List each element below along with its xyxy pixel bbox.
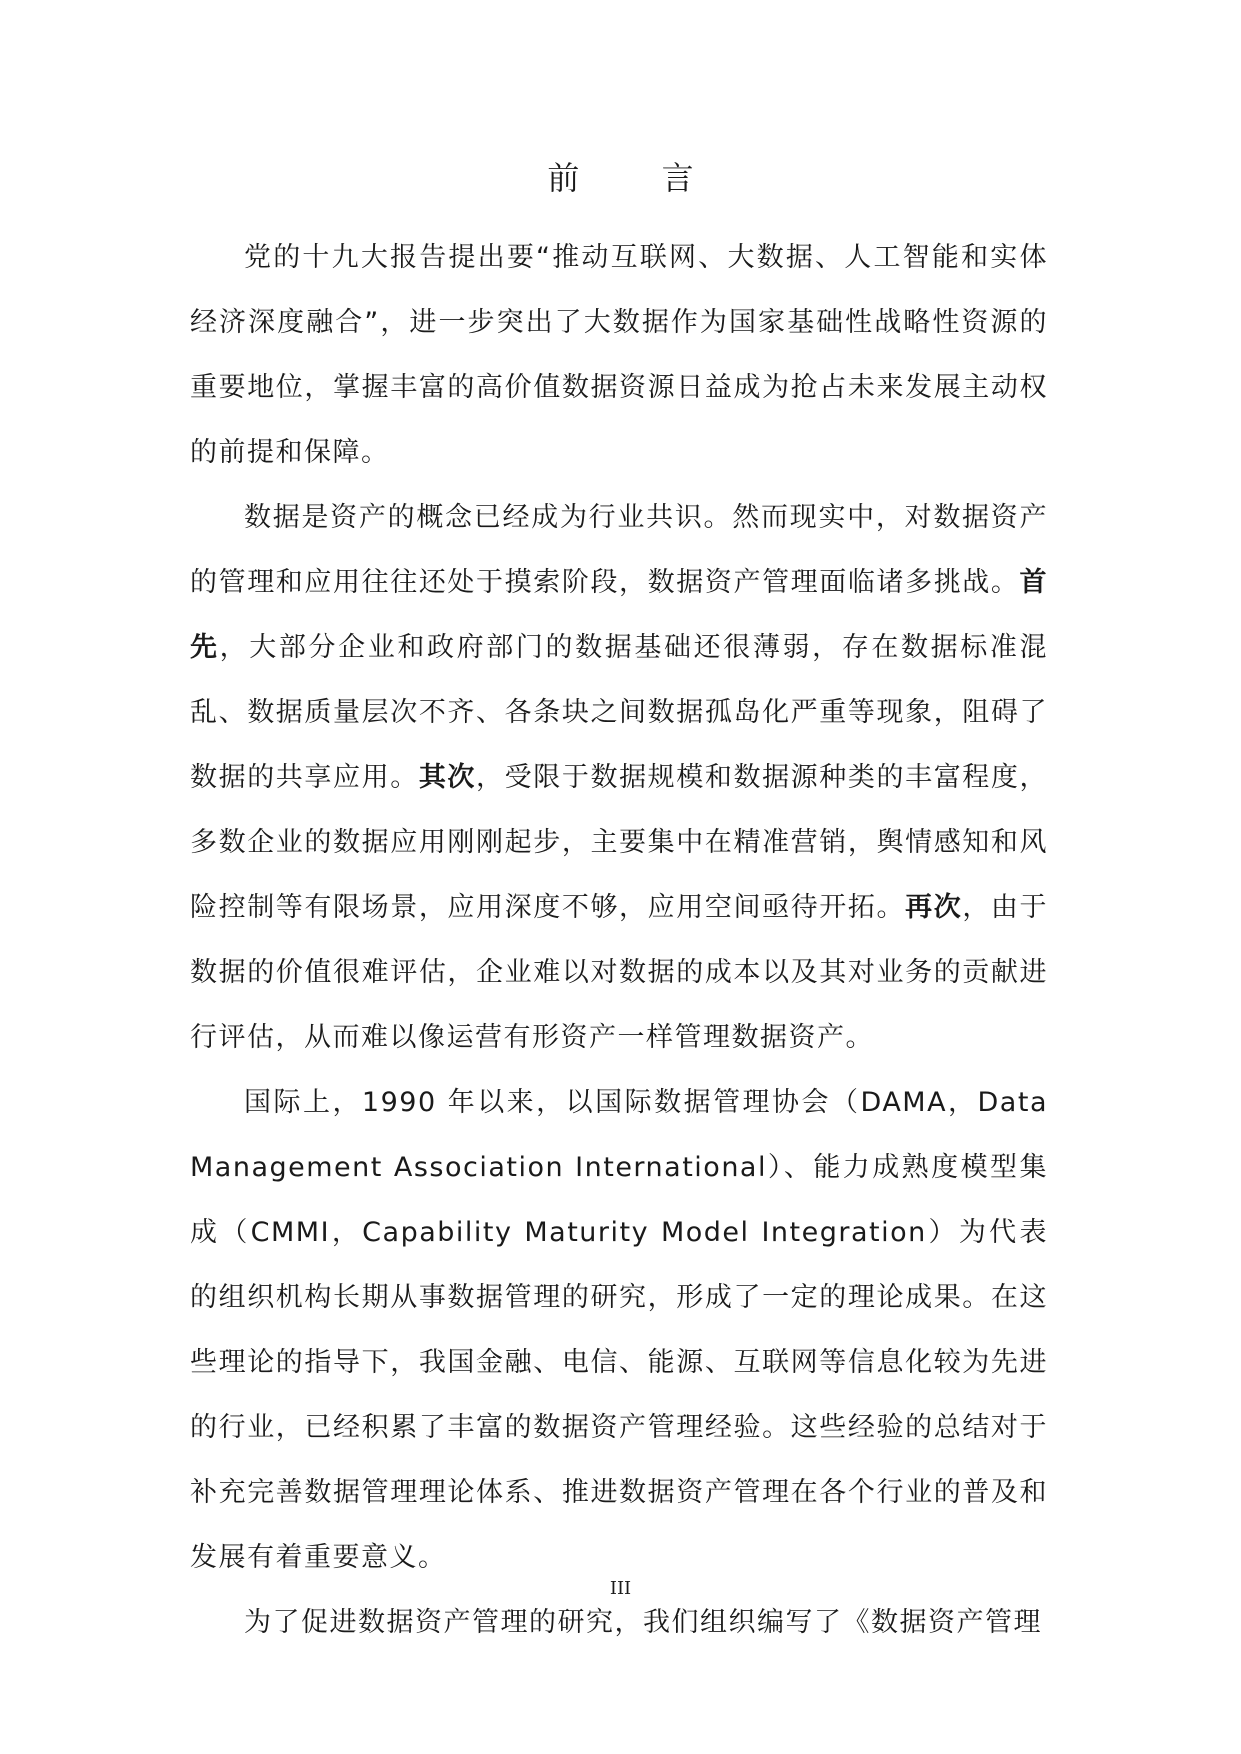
emphasis-third: 再次: [905, 892, 963, 923]
paragraph-1: [190, 225, 1048, 485]
paragraph-text: ，大部分企业和政府部门的数据基础还很薄弱，存在数据标准混乱、数据质量层次不齐、各条块之间数据孤岛化严重等现象，阻碍了数据的共享应用。: [190, 632, 1048, 793]
paragraph-text: 数据是资产的概念已经成为行业共识。然而现实中，对数据资产的管理和应用往往还处于摸索阶段，数据资产管理面临诸多挑战。: [190, 502, 1048, 598]
paragraph-3: [190, 1070, 1048, 1590]
emphasis-second: 其次: [418, 762, 477, 793]
body-text: [190, 225, 1048, 1655]
paragraph-text: ，由于数据的价值很难评估，企业难以对数据的成本以及其对业务的贡献进行评估，从而难以像运营有形资产一样管理数据资产。: [190, 892, 1049, 1053]
page-title: 前 言: [547, 159, 730, 197]
paragraph-text: ，受限于数据规模和数据源种类的丰富程度，多数企业的数据应用刚刚起步，主要集中在精准营销，舆情感知和风险控制等有限场景，应用深度不够，应用空间亟待开拓。: [190, 762, 1049, 923]
emphasis-first: 首先: [190, 567, 1048, 663]
paragraph-2: [190, 485, 1048, 1070]
paragraph-text: 国际上，1990 年以来，以国际数据管理协会（DAMA，Data Management Association International）、能力成熟度模型集成（CMMI，Capability Maturity Model Integration）为代表的组织机构长期从事数据管理的研究，形成了一定的理论成果。在这些理论的指导下，我国金融、电信、能源、互联网等信息化较为先进的行业，已经积累了丰富的数据资产管理经验。这些经验的总结对于补充完善数据管理理论体系、推进数据资产管理在各个行业的普及和发展有着重要意义。: [190, 1087, 1048, 1573]
paragraph-text: 为了促进数据资产管理的研究，我们组织编写了《数据资产管理: [244, 1607, 1042, 1638]
paragraph-text: 党的十九大报告提出要“推动互联网、大数据、人工智能和实体经济深度融合”，进一步突出了大数据作为国家基础性战略性资源的重要地位，掌握丰富的高价值数据资源日益成为抢占未来发展主动权的前提和保障。: [190, 242, 1048, 468]
page-number: III: [609, 1578, 632, 1599]
